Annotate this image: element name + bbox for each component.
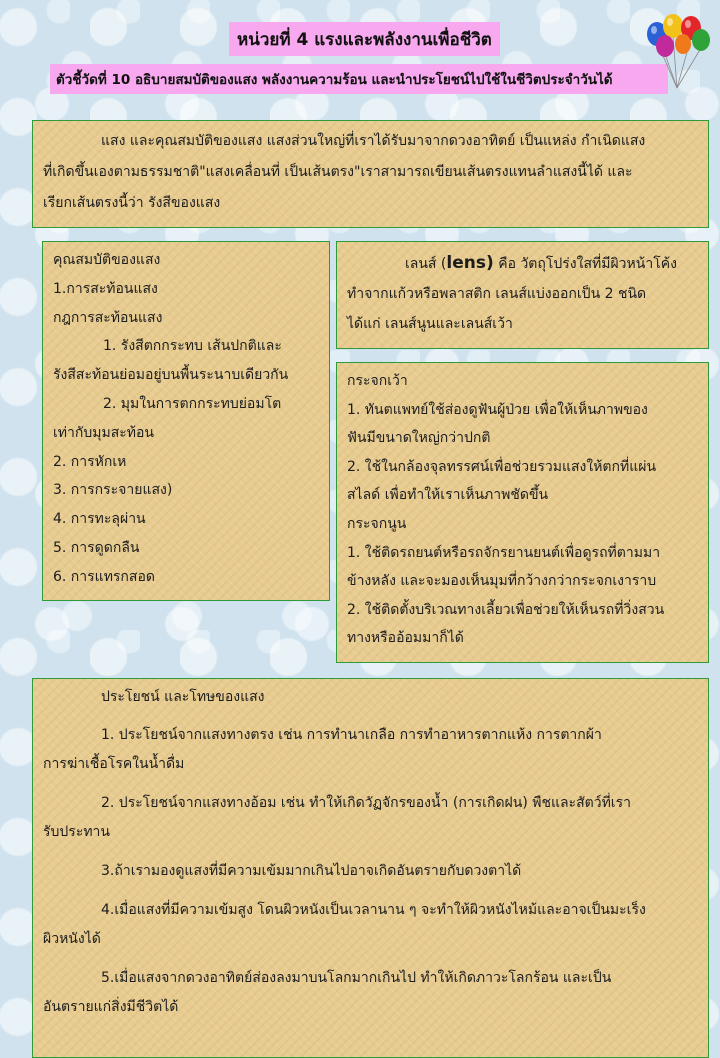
benefit-line: 4.เมื่อแสงที่มีความเข้มสูง โดนผิวหนังเป็นเวลานาน ๆ จะทำให้ผิวหนังไหม้และอาจเป็นมะเร็ง	[101, 902, 646, 918]
benefit-line: การฆ่าเชื้อโรคในน้ำดื่ม	[43, 756, 185, 772]
benefit-line: 5.เมื่อแสงจากดวงอาทิตย์ส่องลงมาบนโลกมากเกินไป ทำให้เกิดภาวะโลกร้อน และเป็น	[101, 970, 612, 986]
mirrors-box	[336, 362, 709, 663]
property-item: 2. การหักเห	[53, 453, 127, 470]
benefit-line: 1. ประโยชน์จากแสงทางตรง เช่น การทำนาเกลือ การทำอาหารตากแห้ง การตากผ้า	[101, 727, 602, 743]
balloons-icon	[643, 8, 711, 92]
benefit-paragraph	[43, 721, 698, 779]
mirror-line: 2. ใช้ในกล้องจุลทรรศน์เพื่อช่วยรวมแสงให้ตกที่แผ่น	[347, 458, 657, 475]
benefit-paragraph	[43, 857, 698, 886]
mirror-line: 2. ใช้ติดตั้งบริเวณทางเลี้ยวเพื่อช่วยให้เห็นรถที่วิ่งสวน	[347, 601, 665, 618]
law-line: รังสีสะท้อนย่อมอยู่บนพื้นระนาบเดียวกัน	[53, 367, 289, 384]
benefit-paragraph	[43, 964, 698, 1022]
benefit-line: ผิวหนังได้	[43, 931, 101, 947]
benefits-box	[32, 678, 709, 1058]
mirror-line: ข้างหลัง และจะมองเห็นมุมที่กว้างกว่ากระจกเงาราบ	[347, 573, 657, 590]
concave-heading: กระจกเว้า	[347, 373, 408, 389]
mirror-line: ทางหรืออ้อมมาก็ได้	[347, 630, 464, 647]
benefit-line: อันตรายแก่สิ่งมีชีวิตได้	[43, 999, 179, 1015]
benefit-paragraph	[43, 789, 698, 847]
lens-box	[336, 241, 709, 349]
properties-box	[42, 241, 330, 601]
property-item: 1.การสะท้อนแสง	[53, 280, 158, 297]
lens-prefix: เลนส์ (	[405, 256, 447, 272]
benefit-line: 2. ประโยชน์จากแสงทางอ้อม เช่น ทำให้เกิดวัฏจักรของน้ำ (การเกิดฝน) พืชและสัตว์ที่เรา	[101, 795, 631, 811]
convex-heading: กระจกนูน	[347, 515, 407, 532]
properties-heading: คุณสมบัติของแสง	[53, 252, 161, 268]
unit-title: หน่วยที่ 4 แรงและพลังงานเพื่อชีวิต	[229, 22, 500, 56]
lens-definition: คือ วัตถุโปร่งใสที่มีผิวหน้าโค้ง	[493, 256, 677, 272]
law-line: เท่ากับมุมสะท้อน	[53, 424, 154, 441]
reflection-law-heading: กฎการสะท้อนแสง	[53, 309, 163, 326]
law-line: 1. รังสีตกกระทบ เส้นปกติและ	[103, 338, 282, 355]
property-item: 6. การแทรกสอด	[53, 568, 155, 585]
lens-term: lens)	[446, 253, 494, 273]
mirror-line: สไลด์ เพื่อทำให้เราเห็นภาพชัดขึ้น	[347, 487, 549, 504]
intro-box	[32, 120, 709, 228]
benefit-paragraph	[43, 896, 698, 954]
benefit-line: 3.ถ้าเรามองดูแสงที่มีความเข้มมากเกินไปอาจเกิดอันตรายกับดวงตาได้	[101, 863, 522, 879]
property-item: 4. การทะลุผ่าน	[53, 511, 146, 528]
property-item: 3. การกระจายแสง)	[53, 482, 173, 499]
lens-line-2: ทำจากแก้วหรือพลาสติก เลนส์แบ่งออกเป็น 2 ชนิด	[347, 286, 647, 302]
benefits-heading: ประโยชน์ และโทษของแสง	[101, 689, 265, 705]
law-line: 2. มุมในการตกกระทบย่อมโต	[103, 395, 282, 412]
intro-line-3: เรียกเส้นตรงนี้ว่า รังสีของแสง	[43, 195, 221, 211]
lens-line-3: ได้แก่ เลนส์นูนและเลนส์เว้า	[347, 316, 513, 332]
lens-line-1	[347, 248, 698, 279]
intro-line-1: แสง และคุณสมบัติของแสง แสงส่วนใหญ่ที่เราได้รับมาจากดวงอาทิตย์ เป็นแหล่ง กำเนิดแสง	[101, 133, 646, 149]
benefit-line: รับประทาน	[43, 824, 110, 840]
mirror-line: 1. ทันตแพทย์ใช้ส่องดูฟันผู้ป่วย เพื่อให้เห็นภาพของ	[347, 401, 648, 418]
mirror-line: ฟันมีขนาดใหญ่กว่าปกติ	[347, 430, 491, 447]
mirror-line: 1. ใช้ติดรถยนต์หรือรถจักรยานยนต์เพื่อดูรถที่ตามมา	[347, 544, 661, 561]
intro-line-2: ที่เกิดขึ้นเองตามธรรมชาติ"แสงเคลื่อนที่ เป็นเส้นตรง"เราสามารถเขียนเส้นตรงแทนลำแสงนี้ได้ และ	[43, 164, 633, 180]
property-item: 5. การดูดกลืน	[53, 539, 140, 556]
indicator-banner: ตัวชี้วัดที่ 10 อธิบายสมบัติของแสง พลังงานความร้อน และนำประโยชน์ไปใช้ในชีวิตประจำวันได้	[50, 64, 668, 94]
